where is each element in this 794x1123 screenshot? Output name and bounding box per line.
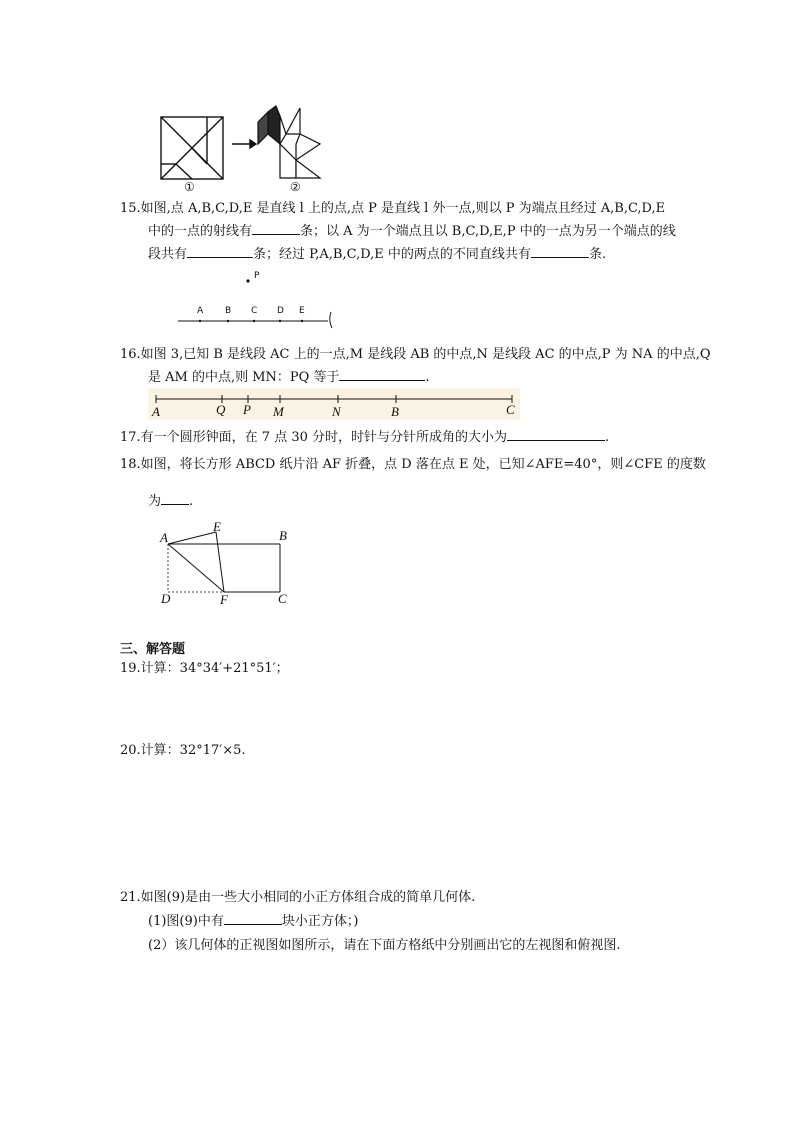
q21-line2: (1)图(9)中有 块小正方体；) [120, 910, 710, 934]
rect-a-label: A [160, 530, 168, 545]
q15-line1: 15.如图,点 A,B,C,D,E 是直线 l 上的点,点 P 是直线 l 外一点,则以 P 为端点且经过 A,B,C,D,E [120, 201, 666, 216]
rect-e-label: E [213, 519, 221, 534]
q15-blank-2[interactable] [187, 243, 253, 258]
seg-p-label: P [243, 402, 251, 417]
point-b-label: B [225, 306, 232, 316]
q15-line2: 中的一点的射线有 条；以 A 为一个端点且以 B,C,D,E,P 中的一点为另一个端点的线 [120, 220, 710, 243]
section-heading: 三、解答题 [120, 642, 186, 657]
question-15 [120, 198, 710, 266]
q16-line2: 是 AM 的中点,则 MN：PQ 等于 . [120, 366, 710, 389]
q21-line1: 21.如图(9)是由一些大小相同的小正方体组合成的简单几何体. [120, 890, 476, 905]
tangram-label-1: ① [184, 180, 195, 194]
seg-c-label: C [506, 402, 515, 417]
question-20: 20.计算：32°17′×5. [120, 743, 246, 758]
point-p-label: P [254, 271, 260, 281]
seg-m-label: M [273, 404, 284, 419]
q18-blank[interactable] [161, 490, 189, 505]
question-16 [120, 344, 710, 389]
q18-line2: 为 . [120, 490, 710, 513]
rect-c-label: C [278, 591, 287, 606]
point-c-label: C [251, 306, 258, 316]
seg-a-label: A [152, 404, 160, 419]
ray-figure [170, 270, 350, 332]
rect-b-label: B [279, 528, 287, 543]
q15-line3: 段共有 条；经过 P,A,B,C,D,E 中的两点的不同直线共有 条. [120, 243, 710, 266]
q21-blank[interactable] [224, 910, 282, 925]
q16-blank[interactable] [339, 366, 425, 381]
question-18 [120, 454, 710, 513]
question-21 [120, 886, 710, 958]
question-19: 19.计算：34°34′+21°51′； [120, 661, 289, 676]
q18-line1: 18.如图，将长方形 ABCD 纸片沿 AF 折叠，点 D 落在点 E 处，已知∠AFE=40°，则∠CFE 的度数 [120, 457, 706, 472]
point-a-label: A [197, 306, 204, 316]
tangram-label-2: ② [290, 180, 301, 194]
q17-blank[interactable] [507, 426, 605, 441]
q15-blank-3[interactable] [531, 243, 589, 258]
rect-d-label: D [161, 591, 171, 606]
point-d-label: D [277, 306, 284, 316]
q21-line3: (2）该几何体的正视图如图所示，请在下面方格纸中分别画出它的左视图和俯视图. [148, 938, 621, 953]
rect-f-label: F [220, 592, 228, 607]
question-17: 17.有一个圆形钟面，在 7 点 30 分时，时针与分针所成角的大小为 . [120, 426, 710, 449]
seg-b-label: B [391, 404, 399, 419]
q16-line1: 16.如图 3,已知 B 是线段 AC 上的一点,M 是线段 AB 的中点,N 是线段 AC 的中点,P 为 NA 的中点,Q [120, 347, 711, 362]
point-e-label: E [299, 306, 305, 316]
rectangle-fold-figure [160, 520, 290, 600]
seg-n-label: N [332, 404, 341, 419]
seg-q-label: Q [216, 402, 226, 417]
q15-blank-1[interactable] [252, 220, 300, 235]
